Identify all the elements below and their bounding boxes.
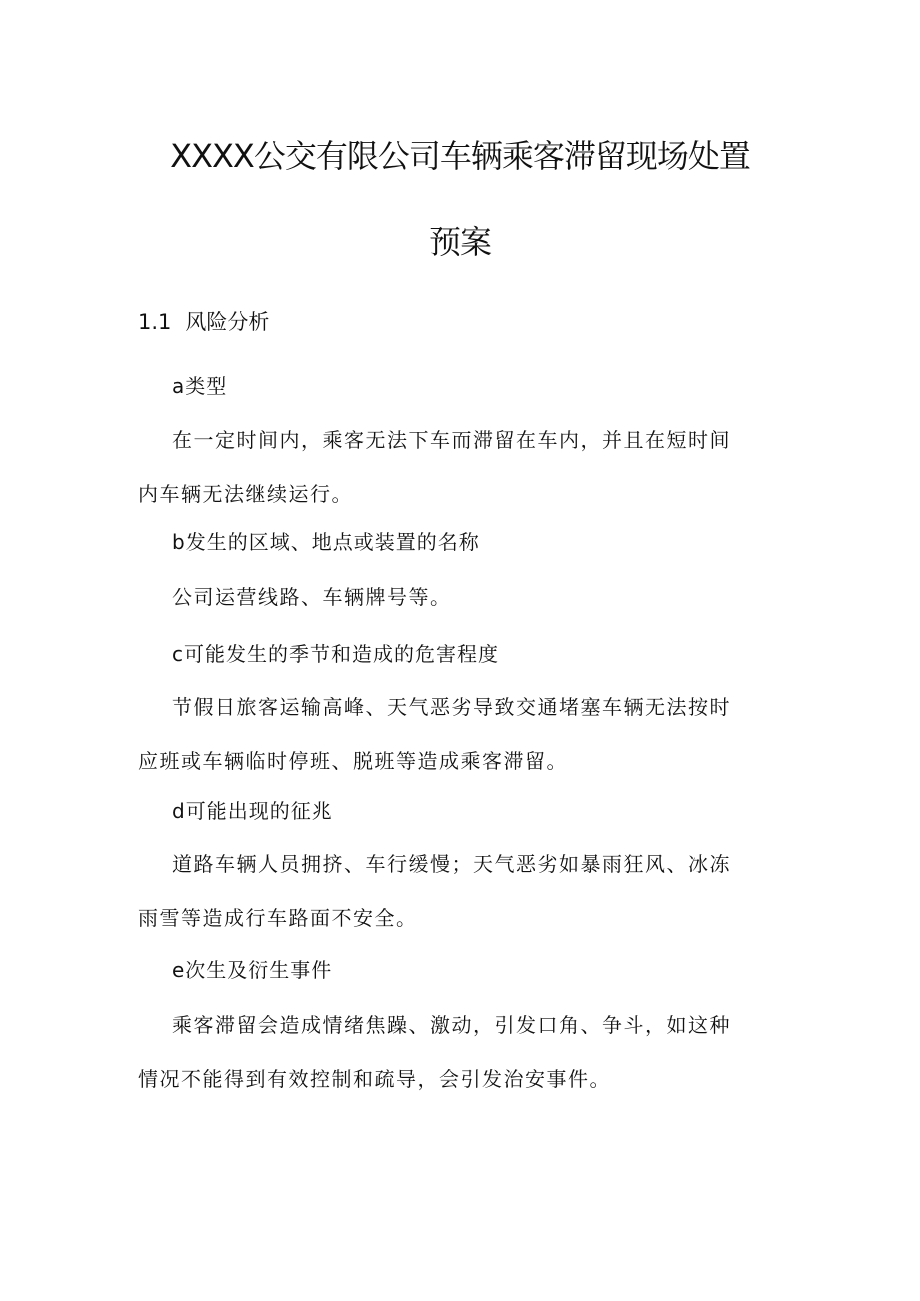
paragraph-line: 情况不能得到有效控制和疏导，会引发治安事件。: [138, 1067, 611, 1091]
item-c-paragraph: [138, 692, 784, 776]
paragraph-line: 乘客滞留会造成情绪焦躁、激动，引发口角、争斗，如这种: [172, 1013, 731, 1037]
document-title-line-2: 预案: [428, 223, 491, 261]
paragraph-line: 雨雪等造成行车路面不安全。: [138, 906, 418, 930]
section-number: 1.1: [138, 310, 172, 334]
item-d-label: d可能出现的征兆: [172, 799, 333, 823]
paragraph-line: 应班或车辆临时停班、脱班等造成乘客滞留。: [138, 749, 568, 773]
item-b-label: b发生的区域、地点或装置的名称: [172, 530, 480, 554]
item-a-label: a类型: [172, 374, 228, 398]
section-heading: [138, 307, 269, 337]
item-e-label: e次生及衍生事件: [172, 958, 333, 982]
item-b-paragraph: [138, 582, 784, 612]
section-title: 风险分析: [185, 310, 270, 334]
paragraph-line: 节假日旅客运输高峰、天气恶劣导致交通堵塞车辆无法按时: [172, 695, 731, 719]
item-e-paragraph: [138, 1010, 784, 1094]
item-a-paragraph: [138, 425, 784, 509]
item-d-paragraph: [138, 849, 784, 933]
paragraph-line: 内车辆无法继续运行。: [138, 482, 353, 506]
item-c-label: c可能发生的季节和造成的危害程度: [172, 642, 499, 666]
paragraph-line: 公司运营线路、车辆牌号等。: [172, 585, 452, 609]
paragraph-line: 道路车辆人员拥挤、车行缓慢；天气恶劣如暴雨狂风、冰冻: [172, 852, 731, 876]
paragraph-line: 在一定时间内，乘客无法下车而滞留在车内，并且在短时间: [172, 428, 731, 452]
document-title-line-1: XXXX公交有限公司车辆乘客滞留现场处置: [170, 137, 750, 175]
